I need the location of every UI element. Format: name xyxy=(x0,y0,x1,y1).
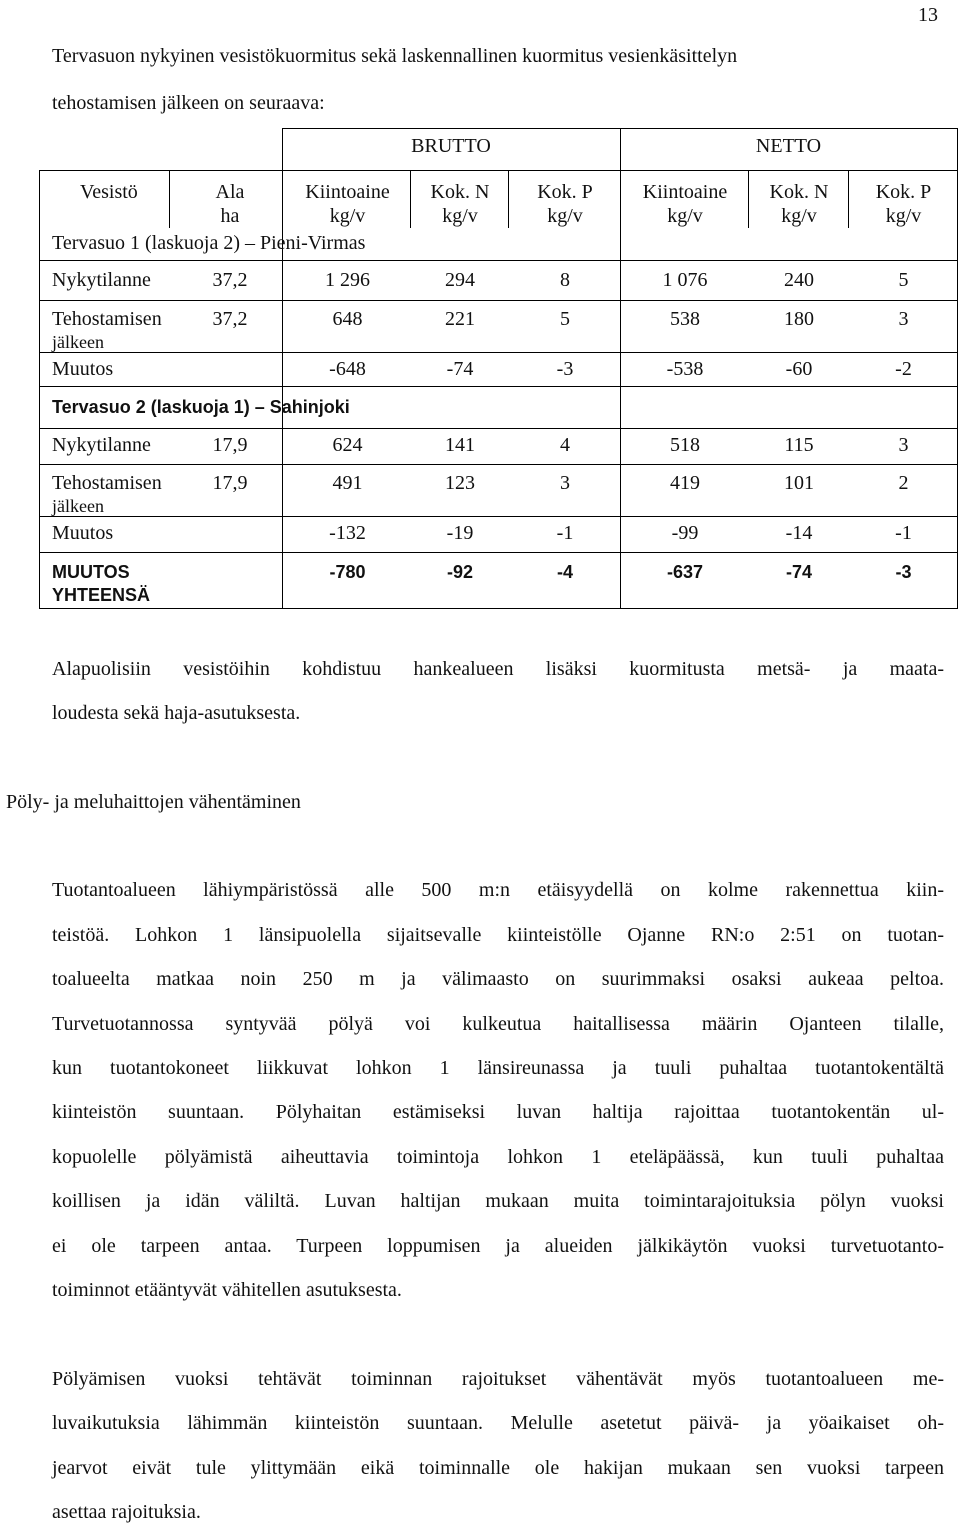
total-cell: -637 xyxy=(666,562,704,582)
col-ala: Ala xyxy=(215,181,245,203)
text-line: toalueelta matkaa noin 250 m ja välimaasto on suurimmaksi osaksi aukeaa peltoa. xyxy=(52,968,944,990)
col-brutto-kokp-unit: kg/v xyxy=(547,205,583,227)
text-line: teistöä. Lohkon 1 länsipuolella sijaitsevalle kiinteistölle Ojanne RN:o 2:51 on tuotan- xyxy=(52,924,944,946)
cell: 101 xyxy=(784,472,814,494)
row-ala: 17,9 xyxy=(212,472,248,494)
section-heading: Pöly- ja meluhaittojen vähentäminen xyxy=(6,791,301,813)
netto-header: NETTO xyxy=(755,135,822,157)
cell: 221 xyxy=(445,308,475,330)
cell: 1 076 xyxy=(662,269,708,291)
total-label-2: YHTEENSÄ xyxy=(52,585,151,605)
row-label: Muutos xyxy=(52,358,114,380)
col-ala-unit: ha xyxy=(220,205,240,227)
brutto-header: BRUTTO xyxy=(411,135,491,157)
cell: 518 xyxy=(670,434,700,456)
text-line: Turvetuotannossa syntyvää pölyä voi kulkeutua haitallisessa määrin Ojanteen tilalle, xyxy=(52,1013,944,1035)
row-label: Nykytilanne xyxy=(52,434,151,456)
total-cell: -780 xyxy=(329,562,366,582)
cell: 123 xyxy=(445,472,475,494)
cell: -99 xyxy=(671,522,699,544)
cell: 5 xyxy=(898,269,909,291)
col-netto-kokn-unit: kg/v xyxy=(781,205,817,227)
cell: -132 xyxy=(329,522,366,544)
cell: -648 xyxy=(329,358,366,380)
row-label-2: jälkeen xyxy=(52,496,104,516)
col-netto-kokp-unit: kg/v xyxy=(885,205,922,227)
cell: 1 296 xyxy=(325,269,370,291)
col-brutto-kiintoaine-unit: kg/v xyxy=(329,205,366,227)
text-line: kopuolelle pölyämistä aiheuttavia toimintoja lohkon 1 eteläpäässä, kun tuuli puhaltaa xyxy=(52,1146,944,1168)
col-brutto-kokn-unit: kg/v xyxy=(442,205,478,227)
text-line: ei ole tarpeen antaa. Turpeen loppumisen ja alueiden jälkikäytön vuoksi turvetuotanto- xyxy=(52,1235,944,1257)
cell: 8 xyxy=(560,269,570,291)
section-2-title: Tervasuo 2 (laskuoja 1) – Sahinjoki xyxy=(52,397,350,417)
text-line: Pölyämisen vuoksi tehtävät toiminnan rajoitukset vähentävät myös tuotantoalueen me- xyxy=(52,1368,944,1390)
cell: -19 xyxy=(446,522,474,544)
section-1-title: Tervasuo 1 (laskuoja 2) – Pieni-Virmas xyxy=(52,232,366,254)
cell: 240 xyxy=(784,269,814,291)
row-label: Tehostamisen xyxy=(52,472,162,494)
total-cell: -74 xyxy=(785,562,812,582)
cell: 2 xyxy=(898,472,909,494)
text-line: Tuotantoalueen lähiympäristössä alle 500 m:n etäisyydellä on kolme rakennettua kiin- xyxy=(52,879,944,901)
total-label: MUUTOS xyxy=(52,562,130,582)
row-ala: 37,2 xyxy=(212,269,248,291)
row-label-2: jälkeen xyxy=(52,332,104,352)
cell: -2 xyxy=(895,358,912,380)
col-brutto-kiintoaine: Kiintoaine xyxy=(305,181,390,203)
text-line: asettaa rajoituksia. xyxy=(52,1501,201,1523)
cell: 3 xyxy=(898,308,909,330)
cell: 294 xyxy=(445,269,475,291)
col-netto-kokp: Kok. P xyxy=(875,181,932,203)
cell: 491 xyxy=(332,472,363,494)
cell: 3 xyxy=(560,472,570,494)
cell: -3 xyxy=(556,358,574,380)
text-line: loudesta sekä haja-asutuksesta. xyxy=(52,702,301,724)
cell: 180 xyxy=(784,308,814,330)
cell: 624 xyxy=(332,434,363,456)
text-line: jearvot eivät tule ylittymään eikä toiminnalle ole hakijan mukaan sen vuoksi tarpeen xyxy=(52,1457,944,1479)
text-line: koillisen ja idän väliltä. Luvan haltijan mukaan muita toimintarajoituksia pölyn vuoksi xyxy=(52,1190,944,1212)
cell: 419 xyxy=(670,472,700,494)
col-netto-kiintoaine-unit: kg/v xyxy=(667,205,703,227)
cell: -74 xyxy=(446,358,474,380)
total-cell: -3 xyxy=(895,562,912,582)
row-label: Tehostamisen xyxy=(52,308,162,330)
col-netto-kiintoaine: Kiintoaine xyxy=(642,181,728,203)
intro-line-1: Tervasuon nykyinen vesistökuormitus sekä laskennallinen kuormitus vesienkäsittelyn xyxy=(52,45,738,67)
cell: 4 xyxy=(560,434,570,456)
cell: 648 xyxy=(332,308,363,330)
cell: 3 xyxy=(898,434,909,456)
cell: 5 xyxy=(560,308,570,330)
text-line: Alapuolisiin vesistöihin kohdistuu hankealueen lisäksi kuormitusta metsä- ja maata- xyxy=(52,658,944,680)
col-brutto-kokp: Kok. P xyxy=(537,181,593,203)
row-ala: 37,2 xyxy=(212,308,248,330)
row-label: Nykytilanne xyxy=(52,269,151,291)
col-netto-kokn: Kok. N xyxy=(769,181,829,203)
cell: -14 xyxy=(785,522,813,544)
intro-line-2: tehostamisen jälkeen on seuraava: xyxy=(52,92,325,114)
cell: -60 xyxy=(785,358,813,380)
col-vesisto: Vesistö xyxy=(80,181,138,203)
cell: 141 xyxy=(445,434,475,456)
row-label: Muutos xyxy=(52,522,114,544)
cell: 538 xyxy=(670,308,700,330)
cell: -1 xyxy=(895,522,912,544)
page-number: 13 xyxy=(918,4,938,26)
text-line: kun tuotantokoneet liikkuvat lohkon 1 länsireunassa ja tuuli puhaltaa tuotantokentältä xyxy=(52,1057,944,1079)
cell: -1 xyxy=(556,522,574,544)
text-line: kiinteistön suuntaan. Pölyhaitan estämiseksi luvan haltija rajoittaa tuotantokentän ul- xyxy=(52,1101,944,1123)
row-ala: 17,9 xyxy=(212,434,248,456)
total-cell: -4 xyxy=(556,562,573,582)
cell: -538 xyxy=(666,358,704,380)
cell: 115 xyxy=(784,434,814,456)
text-line: toiminnot etääntyvät vähitellen asutuksesta. xyxy=(52,1279,402,1301)
text-line: luvaikutuksia lähimmän kiinteistön suuntaan. Melulle asetetut päivä- ja yöaikaiset oh- xyxy=(52,1412,944,1434)
total-cell: -92 xyxy=(446,562,473,582)
col-brutto-kokn: Kok. N xyxy=(430,181,490,203)
